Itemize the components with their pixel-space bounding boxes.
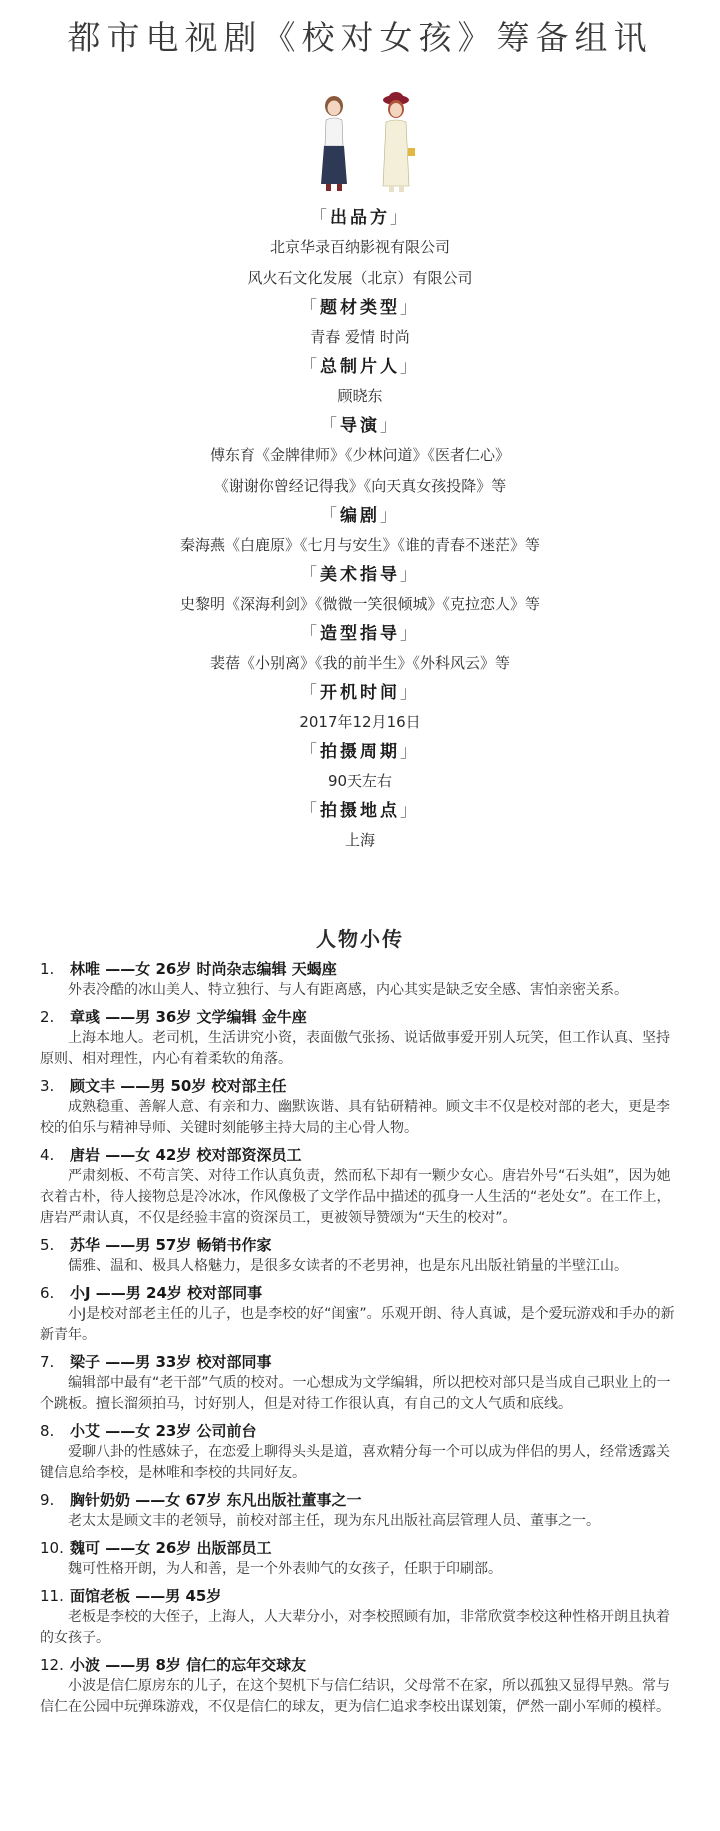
character-item xyxy=(40,1537,680,1580)
character-description: 小J是校对部老主任的儿子，也是李校的好“闺蜜”。乐观开朗、待人真诚，是个爱玩游戏和手办的新新青年。 xyxy=(40,1306,675,1343)
section-line: 傅东育《金牌律师》《少林问道》《医者仁心》 xyxy=(209,446,510,464)
character-description: 小波是信仁原房东的儿子，在这个契机下与信仁结识，父母常不在家，所以孤独又显得早熟。常与信仁在公园中玩弹珠游戏，不仅是信仁的球友，更为信仁追求李校出谋划策，俨然一副小军师的模样。 xyxy=(40,1678,670,1715)
character-description: 儒雅、温和、极具人格魅力，是很多女读者的不老男神，也是东凡出版社销量的半壁江山。 xyxy=(68,1258,628,1274)
section-heading: 美术指导 xyxy=(320,565,400,585)
character-description: 上海本地人。老司机，生活讲究小资，表面傲气张扬、说话做事爱开别人玩笑，但工作认真、坚持原则、相对理性，内心有着柔软的角落。 xyxy=(40,1030,670,1067)
section-director: 「导演」 傅东育《金牌律师》《少林问道》《医者仁心》 《谢谢你曾经记得我》《向天真女孩投降》等 xyxy=(0,412,720,502)
character-heading: 章彧 ——男 36岁 文学编辑 金牛座 xyxy=(70,1008,307,1026)
character-number: 4. xyxy=(40,1146,55,1164)
woman-right-figure xyxy=(383,92,415,192)
section-line: 秦海燕《白鹿原》《七月与安生》《谁的青春不迷茫》等 xyxy=(179,536,540,554)
character-heading: 小艾 ——女 23岁 公司前台 xyxy=(70,1422,257,1440)
section-art-director: 「美术指导」 史黎明《深海利剑》《微微一笑很倾城》《克拉恋人》等 xyxy=(0,561,720,620)
character-description: 严肃刻板、不苟言笑、对待工作认真负责，然而私下却有一颗少女心。唐岩外号“石头姐”，因为她衣着古朴，待人接物总是冷冰冰，作风像极了文学作品中描述的孤身一人生活的“老处女”。在工作上，唐岩严肃认真，不仅是经验丰富的资深员工，更被领导赞颂为“天生的校对”。 xyxy=(40,1168,671,1226)
character-number: 2. xyxy=(40,1008,55,1026)
character-number: 8. xyxy=(40,1422,55,1440)
section-line: 90天左右 xyxy=(327,772,393,790)
character-heading: 苏华 ——男 57岁 畅销书作家 xyxy=(70,1236,272,1254)
character-item xyxy=(40,1075,680,1139)
character-number: 10. xyxy=(40,1539,64,1557)
character-description: 老太太是顾文丰的老领导，前校对部主任，现为东凡出版社高层管理人员、董事之一。 xyxy=(68,1513,600,1529)
section-styling-director: 「造型指导」 裴蓓《小别离》《我的前半生》《外科风云》等 xyxy=(0,620,720,679)
section-producer: 「出品方」 北京华录百纳影视有限公司 风火石文化发展（北京）有限公司 xyxy=(0,204,720,294)
section-start-date: 「开机时间」 2017年12月16日 xyxy=(0,679,720,738)
section-heading: 编剧 xyxy=(340,506,380,526)
character-description: 编辑部中最有“老干部”气质的校对。一心想成为文学编辑，所以把校对部只是当成自己职业上的一个跳板。擅长溜须拍马，讨好别人，但是对待工作很认真，有自己的文人气质和底线。 xyxy=(40,1375,671,1412)
character-description: 爱聊八卦的性感妹子，在恋爱上聊得头头是道，喜欢精分每一个可以成为伴侣的男人，经常透露关键信息给李校，是林唯和李校的共同好友。 xyxy=(40,1444,670,1481)
production-info xyxy=(0,204,720,856)
section-shooting-period: 「拍摄周期」 90天左右 xyxy=(0,738,720,797)
section-line: 顾晓东 xyxy=(337,387,383,405)
character-number: 11. xyxy=(40,1587,64,1605)
section-genre: 「题材类型」 青春 爱情 时尚 xyxy=(0,294,720,353)
character-number: 9. xyxy=(40,1491,55,1509)
section-line: 上海 xyxy=(344,831,375,849)
characters-title: 人物小传 xyxy=(316,927,404,951)
character-number: 12. xyxy=(40,1656,64,1674)
section-location: 「拍摄地点」 上海 xyxy=(0,797,720,856)
section-line: 裴蓓《小别离》《我的前半生》《外科风云》等 xyxy=(209,654,510,672)
character-number: 1. xyxy=(40,960,55,978)
page-title: 都市电视剧《校对女孩》筹备组讯 xyxy=(67,18,653,57)
character-item xyxy=(40,1420,680,1484)
section-line: 《谢谢你曾经记得我》《向天真女孩投降》等 xyxy=(213,477,507,495)
two-women-illustration xyxy=(296,90,436,196)
character-number: 5. xyxy=(40,1236,55,1254)
section-heading: 开机时间 xyxy=(320,683,400,703)
character-description: 魏可性格开朗，为人和善，是一个外表帅气的女孩子，任职于印刷部。 xyxy=(68,1561,502,1577)
character-item xyxy=(40,1351,680,1415)
character-heading: 顾文丰 ——男 50岁 校对部主任 xyxy=(70,1077,287,1095)
character-heading: 小波 ——男 8岁 信仁的忘年交球友 xyxy=(70,1656,307,1674)
section-heading: 导演 xyxy=(340,416,380,436)
section-heading: 造型指导 xyxy=(320,624,400,644)
character-description: 外表冷酷的冰山美人、特立独行、与人有距离感，内心其实是缺乏安全感、害怕亲密关系。 xyxy=(68,982,628,998)
character-item xyxy=(40,1654,680,1718)
section-screenwriter: 「编剧」 秦海燕《白鹿原》《七月与安生》《谁的青春不迷茫》等 xyxy=(0,502,720,561)
section-heading: 拍摄地点 xyxy=(320,801,400,821)
character-item xyxy=(40,1282,680,1346)
section-heading: 总制片人 xyxy=(320,357,400,377)
character-item xyxy=(40,1006,680,1070)
character-heading: 梁子 ——男 33岁 校对部同事 xyxy=(70,1353,272,1371)
section-line: 风火石文化发展（北京）有限公司 xyxy=(247,269,473,287)
character-heading: 唐岩 ——女 42岁 校对部资深员工 xyxy=(70,1146,302,1164)
character-description: 成熟稳重、善解人意、有亲和力、幽默诙谐、具有钻研精神。顾文丰不仅是校对部的老大，更是李校的伯乐与精神导师、关键时刻能够主持大局的主心骨人物。 xyxy=(40,1099,670,1136)
woman-left-figure xyxy=(321,96,347,191)
character-heading: 胸针奶奶 ——女 67岁 东凡出版社董事之一 xyxy=(70,1491,362,1509)
section-line: 史黎明《深海利剑》《微微一笑很倾城》《克拉恋人》等 xyxy=(179,595,540,613)
section-line: 青春 爱情 时尚 xyxy=(310,328,410,346)
character-heading: 面馆老板 ——男 45岁 xyxy=(70,1587,222,1605)
character-description: 老板是李校的大侄子，上海人，人大辈分小，对李校照顾有加，非常欣赏李校这种性格开朗且执着的女孩子。 xyxy=(40,1609,670,1646)
character-item xyxy=(40,958,680,1001)
character-item xyxy=(40,1144,680,1229)
character-heading: 小J ——男 24岁 校对部同事 xyxy=(70,1284,263,1302)
character-heading: 林唯 ——女 26岁 时尚杂志编辑 天蝎座 xyxy=(70,960,337,978)
character-item xyxy=(40,1585,680,1649)
section-line: 北京华录百纳影视有限公司 xyxy=(269,238,450,256)
character-number: 3. xyxy=(40,1077,55,1095)
section-heading: 拍摄周期 xyxy=(320,742,400,762)
section-heading: 题材类型 xyxy=(320,298,400,318)
character-item xyxy=(40,1489,680,1532)
character-list xyxy=(40,958,680,1723)
character-heading: 魏可 ——女 26岁 出版部员工 xyxy=(70,1539,272,1557)
section-line: 2017年12月16日 xyxy=(299,713,421,731)
character-item xyxy=(40,1234,680,1277)
character-number: 7. xyxy=(40,1353,55,1371)
character-number: 6. xyxy=(40,1284,55,1302)
section-heading: 出品方 xyxy=(330,208,390,228)
section-executive-producer: 「总制片人」 顾晓东 xyxy=(0,353,720,412)
